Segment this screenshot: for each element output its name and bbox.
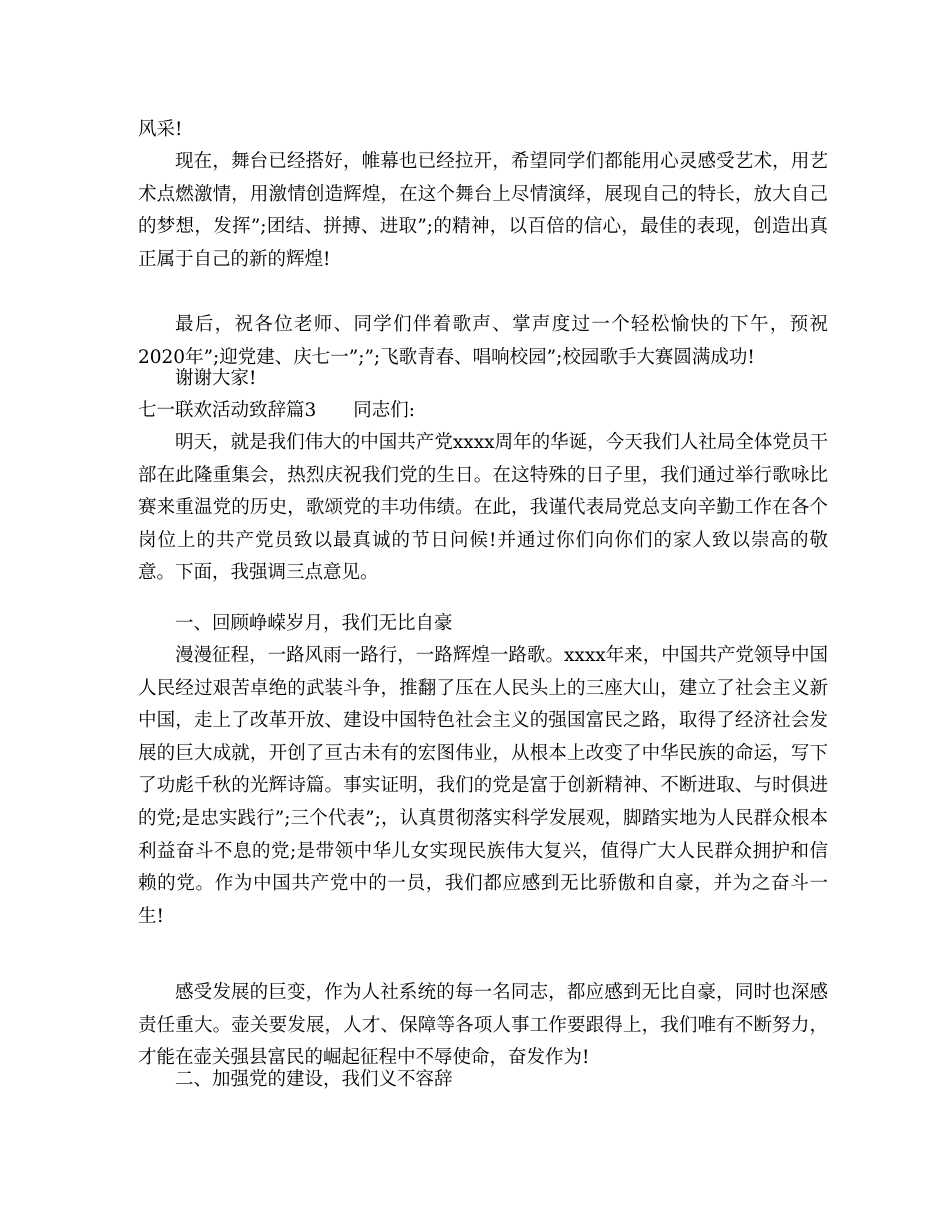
paragraph-tomorrow: 明天，就是我们伟大的中国共产党xxxx周年的华诞，今天我们人社局全体党员干部在此隆重集会，热烈庆祝我们党的生日。在这特殊的日子里，我们通过举行歌咏比赛来重温党的历史，歌颂党的丰功伟绩。在此，我谨代表局党总支向辛勤工作在各个岗位上的共产党员致以最真诚的节日问候!并通过你们向你们的家人致以崇高的敬意。下面，我强调三点意见。 — [138, 432, 828, 584]
section-heading-speech-3: 七一联欢活动致辞篇3 同志们: — [138, 400, 416, 421]
heading-point-two: 二、加强党的建设，我们义不容辞 — [175, 1069, 453, 1090]
paragraph-fengcai: 风采! — [138, 119, 183, 140]
paragraph-closing-wishes: 最后，祝各位老师、同学们伴着歌声、掌声度过一个轻松愉快的下午，预祝2020年”;迎党建、庆七一”;”;飞歌青春、唱响校园”;校园歌手大赛圆满成功! — [138, 314, 828, 368]
paragraph-thanks: 谢谢大家! — [175, 368, 257, 389]
paragraph-long-journey: 漫漫征程，一路风雨一路行，一路辉煌一路歌。xxxx年来，中国共产党领导中国人民经过艰苦卓绝的武装斗争，推翻了压在人民头上的三座大山，建立了社会主义新中国，走上了改革开放、建设中国特色社会主义的强国富民之路，取得了经济社会发展的巨大成就，开创了亘古未有的宏图伟业，从根本上改变了中华民族的命运，写下了功彪千秋的光辉诗篇。事实证明，我们的党是富于创新精神、不断进取、与时俱进的党;是忠实践行”;三个代表”;，认真贯彻落实科学发展观，脚踏实地为人民群众根本利益奋斗不息的党;是带领中华儿女实现民族伟大复兴，值得广大人民群众拥护和信赖的党。作为中国共产党中的一员，我们都应感到无比骄傲和自豪，并为之奋斗一生! — [138, 645, 828, 927]
paragraph-stage: 现在，舞台已经搭好，帷幕也已经拉开，希望同学们都能用心灵感受艺术，用艺术点燃激情，用激情创造辉煌，在这个舞台上尽情演绎，展现自己的特长，放大自己的梦想，发挥”;团结、拼搏、进取”;的精神，以百倍的信心，最佳的表现，创造出真正属于自己的新的辉煌! — [138, 151, 828, 270]
paragraph-feel-development: 感受发展的巨变，作为人社系统的每一名同志，都应感到无比自豪，同时也深感责任重大。壶关要发展，人才、保障等各项人事工作要跟得上，我们唯有不断努力，才能在壶关强县富民的崛起征程中不辱使命，奋发作为! — [138, 982, 828, 1069]
heading-point-one: 一、回顾峥嵘岁月，我们无比自豪 — [175, 613, 453, 634]
